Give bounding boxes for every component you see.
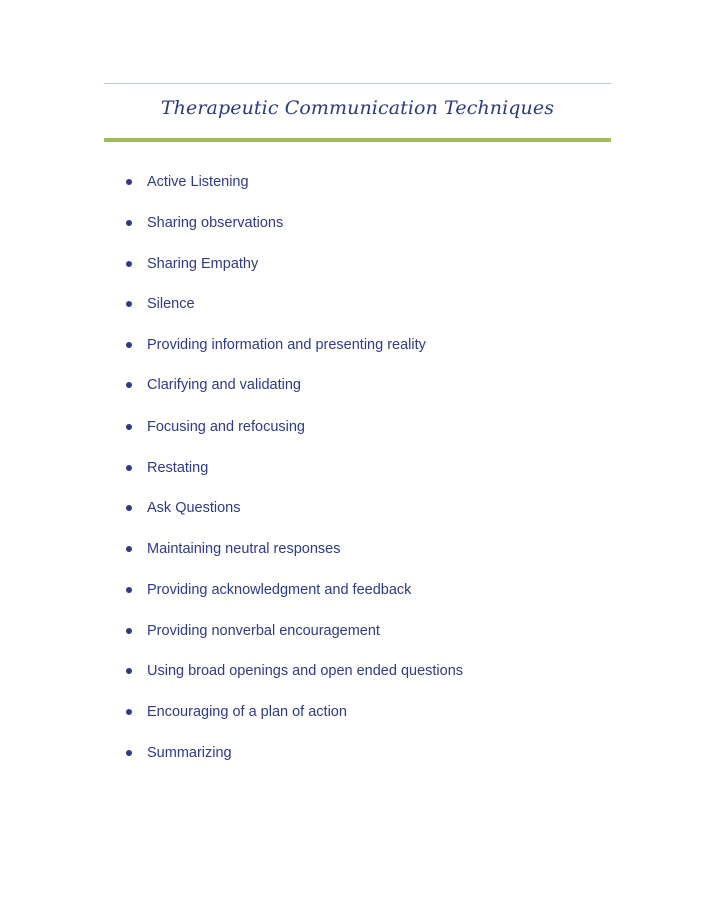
bullet-icon bbox=[126, 668, 132, 674]
list-item-label: Sharing Empathy bbox=[147, 256, 259, 272]
bullet-icon bbox=[126, 546, 132, 552]
bullet-icon bbox=[126, 505, 132, 511]
list-item bbox=[0, 334, 600, 356]
list-item bbox=[0, 742, 600, 764]
list-item bbox=[0, 171, 600, 193]
bullet-icon bbox=[126, 465, 132, 471]
list-item-label: Providing acknowledgment and feedback bbox=[147, 582, 412, 598]
list-item bbox=[0, 416, 600, 438]
list-item bbox=[0, 293, 600, 315]
document-title: Therapeutic Communication Techniques bbox=[160, 97, 555, 119]
title-bottom-rule bbox=[104, 138, 611, 142]
list-item bbox=[0, 374, 600, 396]
list-item-label: Active Listening bbox=[147, 174, 249, 190]
list-item-label: Focusing and refocusing bbox=[147, 419, 305, 435]
list-item bbox=[0, 212, 600, 234]
list-item-label: Summarizing bbox=[147, 745, 232, 761]
bullet-icon bbox=[126, 424, 132, 430]
bullet-icon bbox=[126, 750, 132, 756]
list-item bbox=[0, 579, 600, 601]
bullet-icon bbox=[126, 301, 132, 307]
bullet-icon bbox=[126, 261, 132, 267]
bullet-icon bbox=[126, 342, 132, 348]
list-item bbox=[0, 701, 600, 723]
list-item-label: Using broad openings and open ended questions bbox=[147, 663, 464, 679]
bullet-icon bbox=[126, 179, 132, 185]
list-item-label: Clarifying and validating bbox=[147, 377, 301, 393]
bullet-icon bbox=[126, 628, 132, 634]
bullet-icon bbox=[126, 382, 132, 388]
list-item bbox=[0, 660, 600, 682]
list-item-label: Encouraging of a plan of action bbox=[147, 704, 347, 720]
list-item bbox=[0, 457, 600, 479]
list-item bbox=[0, 538, 600, 560]
list-item-label: Ask Questions bbox=[147, 500, 241, 516]
bullet-icon bbox=[126, 587, 132, 593]
list-item bbox=[0, 253, 600, 275]
list-item-label: Silence bbox=[147, 296, 195, 312]
list-item-label: Restating bbox=[147, 460, 209, 476]
list-item bbox=[0, 497, 600, 519]
title-top-rule bbox=[104, 83, 611, 84]
list-item-label: Sharing observations bbox=[147, 215, 284, 231]
list-item bbox=[0, 620, 600, 642]
list-item-label: Maintaining neutral responses bbox=[147, 541, 341, 557]
bullet-icon bbox=[126, 709, 132, 715]
bullet-icon bbox=[126, 220, 132, 226]
list-item-label: Providing information and presenting reality bbox=[147, 337, 426, 353]
list-item-label: Providing nonverbal encouragement bbox=[147, 623, 380, 639]
